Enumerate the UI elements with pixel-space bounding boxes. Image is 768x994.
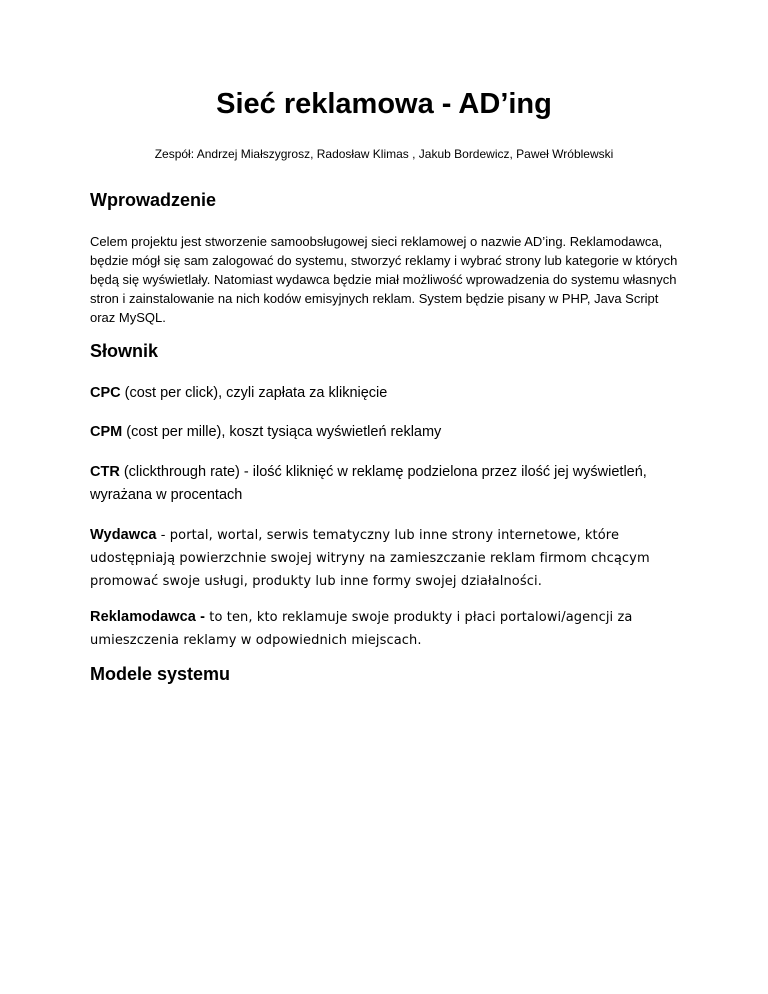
term-cpm: CPM [90,424,123,440]
dictionary-entry-wydawca [90,524,680,593]
heading-intro: Wprowadzenie [90,190,217,210]
term-ctr: CTR [90,464,120,480]
document-title: Sieć reklamowa - AD’ing [216,88,552,120]
intro-paragraph: Celem projektu jest stworzenie samoobsługowej sieci reklamowej o nazwie AD’ing. Reklamodawca, będzie mógł się sam zalogować do systemu, stworzyć reklamy i wybrać strony lub kategorie w których będą się wyświetlały. Natomiast wydawca będzie miał możliwość wprowadzenia do systemu własnych stron i zainstalowanie na nich kodów emisyjnych reklam. System będzie pisany w PHP, Java Script oraz MySQL. [90,234,678,325]
dictionary-entry-cpm [90,421,680,444]
definition-ctr: (clickthrough rate) - ilość kliknięć w reklamę podzielona przez ilość jej wyświetleń, wyrażana w procentach [90,464,647,503]
definition-cpm: (cost per mille), koszt tysiąca wyświetleń reklamy [122,424,442,440]
dictionary-entry-reklamodawca [90,606,680,652]
term-reklamodawca: Reklamodawca - [90,609,206,625]
heading-models: Modele systemu [90,664,231,684]
dictionary-entry-ctr [90,461,680,507]
authors-line: Zespół: Andrzej Miałszygrosz, Radosław Klimas , Jakub Bordewicz, Paweł Wróblewski [154,147,614,161]
definition-reklamodawca: to ten, kto reklamuje swoje produkty i płaci portalowi/agencji za umieszczenia reklamy w odpowiednich miejscach. [90,610,633,648]
term-cpc: CPC [90,385,121,401]
heading-dictionary: Słownik [90,341,159,361]
term-wydawca: Wydawca [90,527,157,543]
dictionary-entry-cpc [90,382,680,405]
definition-wydawca: - portal, wortal, serwis tematyczny lub inne strony internetowe, które udostępniają powierzchnie swojej witryny na zamieszczanie reklam firmom chcącym promować swoje usługi, produkty lub inne formy swojej działalności. [90,528,650,589]
definition-cpc: (cost per click), czyli zapłata za kliknięcie [120,385,388,401]
